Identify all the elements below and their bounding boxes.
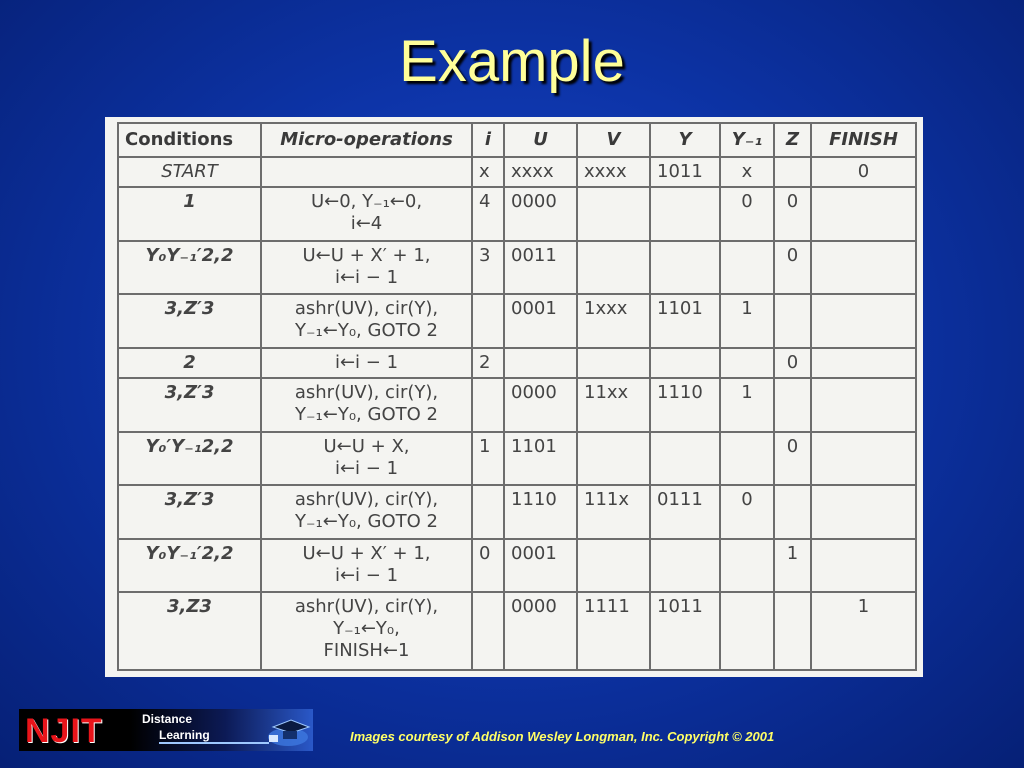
v-cell: [577, 241, 650, 295]
y-cell: [650, 241, 720, 295]
u-cell: xxxx: [504, 157, 577, 187]
i-cell: [472, 592, 504, 670]
table-row: [118, 432, 916, 486]
footer-credit: Images courtesy of Addison Wesley Longman, Inc. Copyright © 2001: [350, 729, 775, 744]
z-cell: [774, 378, 811, 432]
header-conditions: Conditions: [118, 123, 261, 157]
z-cell: [774, 592, 811, 670]
z-cell: 0: [774, 348, 811, 378]
u-cell: 0000: [504, 378, 577, 432]
header-y-minus-1: Y₋₁: [720, 123, 774, 157]
finish-cell: [811, 378, 916, 432]
y-minus-1-cell: [720, 348, 774, 378]
u-cell: 0001: [504, 539, 577, 593]
finish-cell: [811, 294, 916, 348]
y-cell: [650, 539, 720, 593]
i-cell: x: [472, 157, 504, 187]
njit-distance-learning-logo: [19, 709, 313, 751]
finish-cell: [811, 539, 916, 593]
i-cell: [472, 378, 504, 432]
y-cell: 1101: [650, 294, 720, 348]
condition-cell: 3,Z3: [118, 592, 261, 670]
y-minus-1-cell: 0: [720, 485, 774, 539]
y-cell: [650, 187, 720, 241]
micro-operation-cell: i←i − 1: [261, 348, 472, 378]
finish-cell: 1: [811, 592, 916, 670]
z-cell: 0: [774, 432, 811, 486]
table-row: [118, 157, 916, 187]
micro-operation-cell: [261, 157, 472, 187]
i-cell: 3: [472, 241, 504, 295]
v-cell: 11xx: [577, 378, 650, 432]
v-cell: 1xxx: [577, 294, 650, 348]
condition-cell: Y₀Y₋₁′2,2: [118, 241, 261, 295]
y-minus-1-cell: [720, 539, 774, 593]
micro-operation-cell: ashr(UV), cir(Y), Y₋₁←Y₀, GOTO 2: [261, 294, 472, 348]
finish-cell: [811, 348, 916, 378]
z-cell: 0: [774, 241, 811, 295]
micro-operations-table: [117, 122, 917, 671]
table-row: [118, 485, 916, 539]
v-cell: [577, 539, 650, 593]
logo-distance-text: Distance: [142, 712, 193, 726]
v-cell: 111x: [577, 485, 650, 539]
graduation-cap-icon: [265, 717, 311, 747]
u-cell: 1101: [504, 432, 577, 486]
z-cell: 1: [774, 539, 811, 593]
u-cell: [504, 348, 577, 378]
finish-cell: [811, 187, 916, 241]
header-y: Y: [650, 123, 720, 157]
condition-cell: 3,Z′3: [118, 485, 261, 539]
micro-operation-cell: U←U + X′ + 1, i←i − 1: [261, 241, 472, 295]
table-header-row: [118, 123, 916, 157]
finish-cell: [811, 241, 916, 295]
condition-cell: Y₀′Y₋₁2,2: [118, 432, 261, 486]
u-cell: 0000: [504, 187, 577, 241]
header-micro-operations: Micro-operations: [261, 123, 472, 157]
logo-njit-text: NJIT: [25, 712, 103, 750]
i-cell: 2: [472, 348, 504, 378]
table-row: [118, 348, 916, 378]
micro-operation-cell: U←U + X′ + 1, i←i − 1: [261, 539, 472, 593]
i-cell: 1: [472, 432, 504, 486]
table-row: [118, 187, 916, 241]
i-cell: 4: [472, 187, 504, 241]
condition-cell: START: [118, 157, 261, 187]
v-cell: [577, 187, 650, 241]
v-cell: xxxx: [577, 157, 650, 187]
i-cell: [472, 294, 504, 348]
y-cell: 1110: [650, 378, 720, 432]
logo-learning-text: Learning: [159, 728, 210, 742]
table-row: [118, 539, 916, 593]
u-cell: 0001: [504, 294, 577, 348]
header-finish: FINISH: [811, 123, 916, 157]
micro-operation-cell: U←0, Y₋₁←0, i←4: [261, 187, 472, 241]
header-z: Z: [774, 123, 811, 157]
micro-operation-cell: ashr(UV), cir(Y), Y₋₁←Y₀, FINISH←1: [261, 592, 472, 670]
micro-operation-cell: ashr(UV), cir(Y), Y₋₁←Y₀, GOTO 2: [261, 378, 472, 432]
y-minus-1-cell: [720, 241, 774, 295]
z-cell: 0: [774, 187, 811, 241]
finish-cell: [811, 432, 916, 486]
condition-cell: 2: [118, 348, 261, 378]
condition-cell: 1: [118, 187, 261, 241]
header-v: V: [577, 123, 650, 157]
table-row: [118, 378, 916, 432]
y-minus-1-cell: [720, 432, 774, 486]
example-table-image: [105, 117, 923, 677]
y-minus-1-cell: 0: [720, 187, 774, 241]
micro-operation-cell: U←U + X, i←i − 1: [261, 432, 472, 486]
y-cell: [650, 432, 720, 486]
y-minus-1-cell: [720, 592, 774, 670]
finish-cell: 0: [811, 157, 916, 187]
finish-cell: [811, 485, 916, 539]
table-row: [118, 592, 916, 670]
header-i: i: [472, 123, 504, 157]
v-cell: [577, 432, 650, 486]
y-cell: 1011: [650, 157, 720, 187]
v-cell: 1111: [577, 592, 650, 670]
u-cell: 0000: [504, 592, 577, 670]
header-u: U: [504, 123, 577, 157]
z-cell: [774, 485, 811, 539]
y-minus-1-cell: 1: [720, 378, 774, 432]
z-cell: [774, 157, 811, 187]
y-minus-1-cell: 1: [720, 294, 774, 348]
table-row: [118, 294, 916, 348]
condition-cell: 3,Z′3: [118, 378, 261, 432]
y-minus-1-cell: x: [720, 157, 774, 187]
i-cell: 0: [472, 539, 504, 593]
slide-title: Example: [399, 29, 625, 94]
table-row: [118, 241, 916, 295]
v-cell: [577, 348, 650, 378]
z-cell: [774, 294, 811, 348]
y-cell: 1011: [650, 592, 720, 670]
condition-cell: 3,Z′3: [118, 294, 261, 348]
condition-cell: Y₀Y₋₁′2,2: [118, 539, 261, 593]
logo-line-decoration: [159, 742, 269, 744]
y-cell: [650, 348, 720, 378]
micro-operation-cell: ashr(UV), cir(Y), Y₋₁←Y₀, GOTO 2: [261, 485, 472, 539]
y-cell: 0111: [650, 485, 720, 539]
u-cell: 1110: [504, 485, 577, 539]
u-cell: 0011: [504, 241, 577, 295]
i-cell: [472, 485, 504, 539]
